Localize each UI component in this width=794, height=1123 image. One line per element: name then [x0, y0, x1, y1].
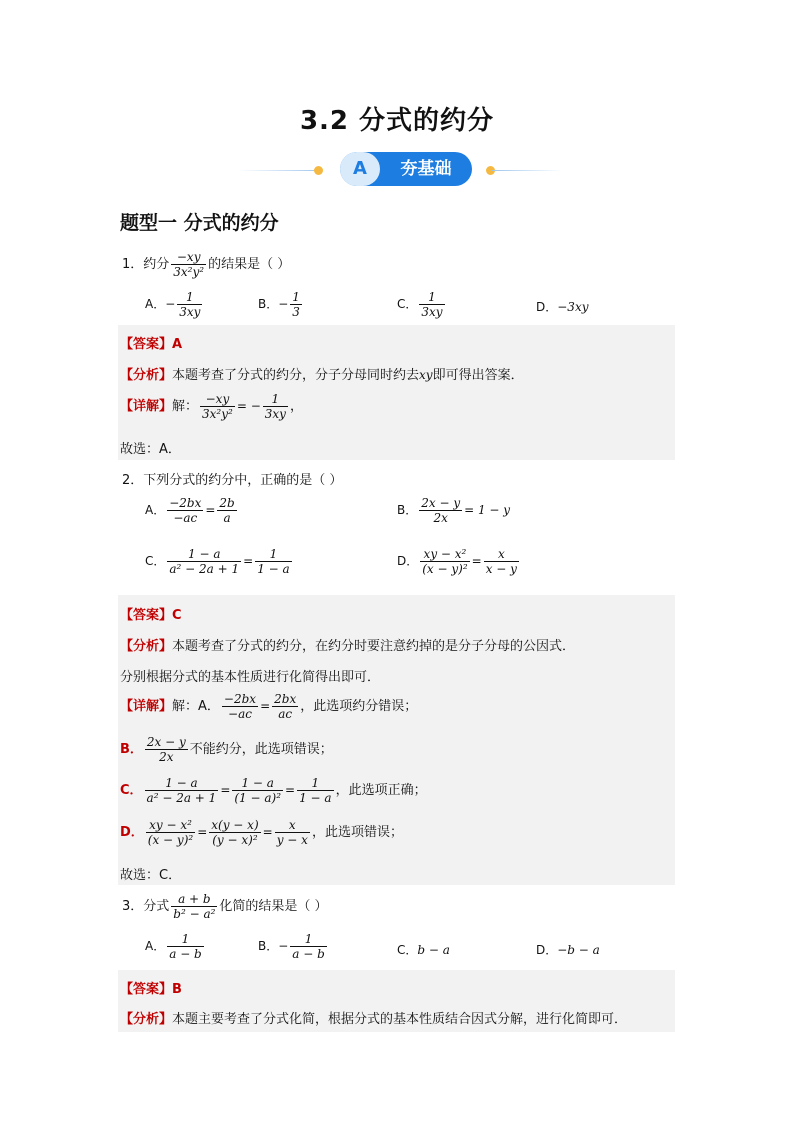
q2-option-d[interactable]	[397, 547, 521, 576]
q2-analysis-line2: 分别根据分式的基本性质进行化简得出即可．	[120, 670, 381, 685]
q3-option-a-frac	[167, 932, 204, 961]
q2-option-d-den2: x − y	[485, 562, 517, 576]
q2-detail-d-den3: y − x	[276, 833, 308, 847]
q1-answer	[120, 333, 182, 352]
q1-option-a-frac	[177, 290, 202, 319]
q2-detail-a-num: −2bx	[223, 692, 257, 706]
q1-option-b-num: 1	[292, 290, 300, 304]
q3-option-b-num: 1	[290, 932, 327, 947]
q1-option-a-label: A．	[145, 297, 166, 311]
q1-option-c-frac	[419, 290, 444, 319]
divider-left	[238, 170, 320, 171]
q1-stem-frac	[171, 250, 206, 279]
q2-option-d-frac	[420, 547, 469, 576]
q1-detail-frac2	[263, 392, 288, 421]
q1-option-c-den: 3xy	[421, 305, 443, 319]
q1-option-b-den: 3	[292, 305, 300, 319]
q3-option-b-frac	[290, 932, 327, 961]
q3-option-a-label: A．	[145, 939, 166, 953]
q1-analysis-var: xy	[419, 368, 433, 382]
q2-detail-c-frac2	[232, 776, 283, 805]
q2-detail-d-num3: x	[275, 818, 310, 833]
q2-detail-a-den2: ac	[278, 707, 293, 721]
q1-answer-label: 【答案】	[120, 337, 173, 352]
q3-option-a-den: a − b	[169, 947, 202, 961]
q3-stem-frac	[171, 892, 217, 921]
q1-option-a-den: 3xy	[179, 305, 201, 319]
q1-stem-num: −xy	[171, 250, 206, 265]
q1-option-a-num: 1	[177, 290, 202, 305]
q2-choose-value: C．	[159, 868, 182, 883]
q2-detail-a	[120, 692, 417, 721]
q1-option-b-frac	[290, 290, 302, 319]
q2-option-a[interactable]	[145, 496, 239, 525]
q2-option-a-num2: 2b	[219, 496, 235, 510]
q1-option-b[interactable]	[258, 290, 304, 319]
q2-detail-c-eq: =	[220, 783, 231, 797]
q1-stem-pre: 1．约分	[122, 257, 170, 272]
q2-detail-a-frac	[222, 692, 258, 721]
q1-option-a[interactable]	[145, 290, 204, 319]
q2-option-b-rhs: = 1 − y	[464, 503, 511, 517]
q2-option-b-num: 2x − y	[421, 496, 461, 510]
q2-option-d-eq: =	[471, 554, 482, 568]
q3-answer-value: B	[172, 982, 182, 997]
q2-detail-c-num: 1 − a	[145, 776, 219, 791]
q3-option-c[interactable]	[397, 941, 450, 958]
q1-detail-post: ，	[289, 399, 303, 414]
q3-option-d[interactable]	[536, 941, 600, 958]
q1-choose	[120, 438, 181, 457]
q2-detail-b-den: 2x	[159, 750, 174, 764]
q3-answer	[120, 978, 182, 997]
q3-option-c-label: C．	[397, 943, 418, 957]
q2-detail-c-num2: 1 − a	[232, 776, 283, 791]
q2-detail-a-num2: 2bx	[274, 692, 297, 706]
q1-detail-eq: = −	[236, 399, 261, 413]
q2-detail-c-frac	[145, 776, 219, 805]
q1-detail-label: 【详解】	[120, 399, 173, 414]
q1-option-d-label: D．	[536, 300, 558, 314]
q1-analysis-post: 即可得出答案．	[432, 368, 524, 383]
q2-option-c-den2: 1 − a	[257, 562, 290, 576]
q3-option-a[interactable]	[145, 932, 206, 961]
q2-option-c-frac2	[255, 547, 291, 576]
q2-answer-label: 【答案】	[120, 608, 173, 623]
q2-option-a-den2: a	[223, 511, 231, 525]
section-title: 题型一 分式的约分	[120, 212, 279, 234]
divider-dot-left	[314, 166, 323, 175]
q2-detail-c-den2: (1 − a)²	[234, 791, 282, 805]
q2-detail-d-frac	[146, 818, 195, 847]
q2-detail-c-num3: 1	[297, 776, 333, 791]
q3-stem	[122, 892, 328, 921]
q1-analysis-label: 【分析】	[120, 368, 173, 383]
q2-option-c-label: C．	[145, 554, 166, 568]
q3-analysis-label: 【分析】	[120, 1012, 173, 1027]
q2-detail-b-num: 2x − y	[146, 735, 186, 749]
q2-option-c-num: 1 − a	[167, 547, 241, 562]
q2-option-c-eq: =	[243, 554, 254, 568]
q2-detail-d-frac3	[275, 818, 310, 847]
q3-stem-den: b² − a²	[173, 907, 216, 921]
q2-option-c-frac	[167, 547, 241, 576]
q2-choose-label: 故选：	[120, 868, 160, 883]
q1-choose-label: 故选：	[120, 442, 160, 457]
q2-detail-d-den2: (y − x)²	[212, 833, 258, 847]
q2-answer	[120, 604, 182, 623]
q2-detail-a-frac2	[272, 692, 298, 721]
q1-detail-den2: 3xy	[264, 407, 286, 421]
q2-detail-d-num: xy − x²	[146, 818, 195, 833]
q3-answer-label: 【答案】	[120, 982, 173, 997]
q1-option-a-sign: −	[165, 297, 176, 311]
q2-detail-d-frac2	[209, 818, 260, 847]
q3-option-d-label: D．	[536, 943, 558, 957]
q2-option-b-den: 2x	[433, 511, 448, 525]
q1-option-b-label: B．	[258, 297, 279, 311]
q1-option-d[interactable]	[536, 298, 589, 315]
q1-detail-den: 3x²y²	[202, 407, 233, 421]
q2-detail-d-eq2: =	[262, 825, 273, 839]
q2-detail-d-post: ，此选项错误；	[311, 825, 403, 840]
q2-detail-c	[120, 776, 427, 805]
q2-detail-c-eq2: =	[285, 783, 296, 797]
q2-detail-d-num2: x(y − x)	[211, 818, 259, 832]
q2-analysis	[120, 635, 575, 654]
q3-option-b[interactable]	[258, 932, 329, 961]
q2-detail-d	[120, 818, 403, 847]
q2-detail-label: 【详解】	[120, 699, 173, 714]
q2-detail-c-post: ，此选项正确；	[335, 783, 427, 798]
q2-option-c-num2: 1	[255, 547, 291, 562]
q1-answer-value: A	[172, 337, 183, 352]
level-badge-text: 夯基础	[400, 159, 452, 179]
q2-detail-c-den: a² − 2a + 1	[146, 791, 217, 805]
q2-option-c[interactable]	[145, 547, 294, 576]
q3-option-c-value: b − a	[417, 943, 450, 957]
q2-detail-c-den3: 1 − a	[299, 791, 332, 805]
q2-detail-b-post: 不能约分，此选项错误；	[189, 742, 333, 757]
q1-option-b-sign: −	[278, 297, 289, 311]
q1-stem-den: 3x²y²	[173, 265, 205, 279]
q1-choose-value: A．	[159, 442, 181, 457]
q2-option-a-label: A．	[145, 503, 166, 517]
q1-option-d-value: −3xy	[557, 300, 589, 314]
q1-detail-pre: 解：	[172, 399, 199, 414]
q2-option-b-label: B．	[397, 503, 418, 517]
q2-option-d-frac2	[484, 547, 519, 576]
q2-detail-a-eq: =	[260, 699, 271, 713]
page-title: 3.2 分式的约分	[299, 106, 495, 136]
q2-detail-d-eq: =	[197, 825, 208, 839]
q3-option-b-sign: −	[278, 939, 289, 953]
q2-detail-a-post: ，此选项约分错误；	[300, 699, 418, 714]
q3-option-a-num: 1	[167, 932, 204, 947]
q2-detail-d-label: D．	[120, 825, 144, 840]
q1-detail-frac	[200, 392, 235, 421]
q2-option-a-eq: =	[205, 503, 216, 517]
q2-option-a-den: −ac	[173, 511, 198, 525]
q2-option-b-frac	[419, 496, 462, 525]
q1-analysis	[120, 364, 524, 383]
q2-option-d-num2: x	[484, 547, 519, 562]
q2-choose	[120, 864, 181, 883]
q2-answer-value: C	[172, 608, 182, 623]
q2-detail-c-label: C．	[120, 783, 143, 798]
q2-detail-b-frac	[145, 735, 188, 764]
q2-option-d-label: D．	[397, 554, 419, 568]
q2-analysis-line1: 本题考查了分式的约分，在约分时要注意约掉的是分子分母的公因式．	[172, 639, 576, 654]
q2-stem: 2．下列分式的约分中，正确的是（ ）	[122, 473, 343, 488]
level-badge-letter: A	[340, 152, 380, 186]
q2-detail-c-frac3	[297, 776, 333, 805]
q1-option-c-num: 1	[419, 290, 444, 305]
q2-option-b[interactable]	[397, 496, 510, 525]
q3-option-d-value: −b − a	[557, 943, 600, 957]
q2-detail-a-pre: 解：A．	[172, 699, 220, 714]
q1-option-c-label: C．	[397, 297, 418, 311]
q2-analysis-label: 【分析】	[120, 639, 173, 654]
q2-detail-a-den: −ac	[228, 707, 252, 721]
q2-detail-b-label: B．	[120, 742, 143, 757]
q1-detail-num: −xy	[200, 392, 235, 407]
q2-option-a-frac	[167, 496, 203, 525]
q1-stem	[122, 250, 290, 279]
q3-option-b-label: B．	[258, 939, 279, 953]
q1-analysis-pre: 本题考查了分式的约分，分子分母同时约去	[172, 368, 420, 383]
q1-stem-post: 的结果是（ ）	[208, 257, 291, 272]
q1-option-c[interactable]	[397, 290, 447, 319]
divider-right	[492, 170, 562, 171]
q3-stem-num: a + b	[171, 892, 217, 907]
q2-option-c-den: a² − 2a + 1	[169, 562, 240, 576]
q2-detail-d-den: (x − y)²	[147, 833, 194, 847]
q2-option-d-num: xy − x²	[420, 547, 469, 562]
q1-detail	[120, 392, 303, 421]
q2-option-a-frac2	[217, 496, 236, 525]
q3-stem-pre: 3．分式	[122, 899, 170, 914]
q2-detail-b	[120, 735, 333, 764]
q3-analysis	[120, 1008, 627, 1027]
q2-option-d-den: (x − y)²	[422, 562, 468, 576]
q2-option-a-num: −2bx	[169, 496, 202, 510]
q3-analysis-text: 本题主要考查了分式化简，根据分式的基本性质结合因式分解，进行化简即可．	[172, 1012, 628, 1027]
q1-detail-num2: 1	[263, 392, 288, 407]
q3-option-b-den: a − b	[292, 947, 325, 961]
q3-stem-post: 化简的结果是（ ）	[219, 899, 328, 914]
